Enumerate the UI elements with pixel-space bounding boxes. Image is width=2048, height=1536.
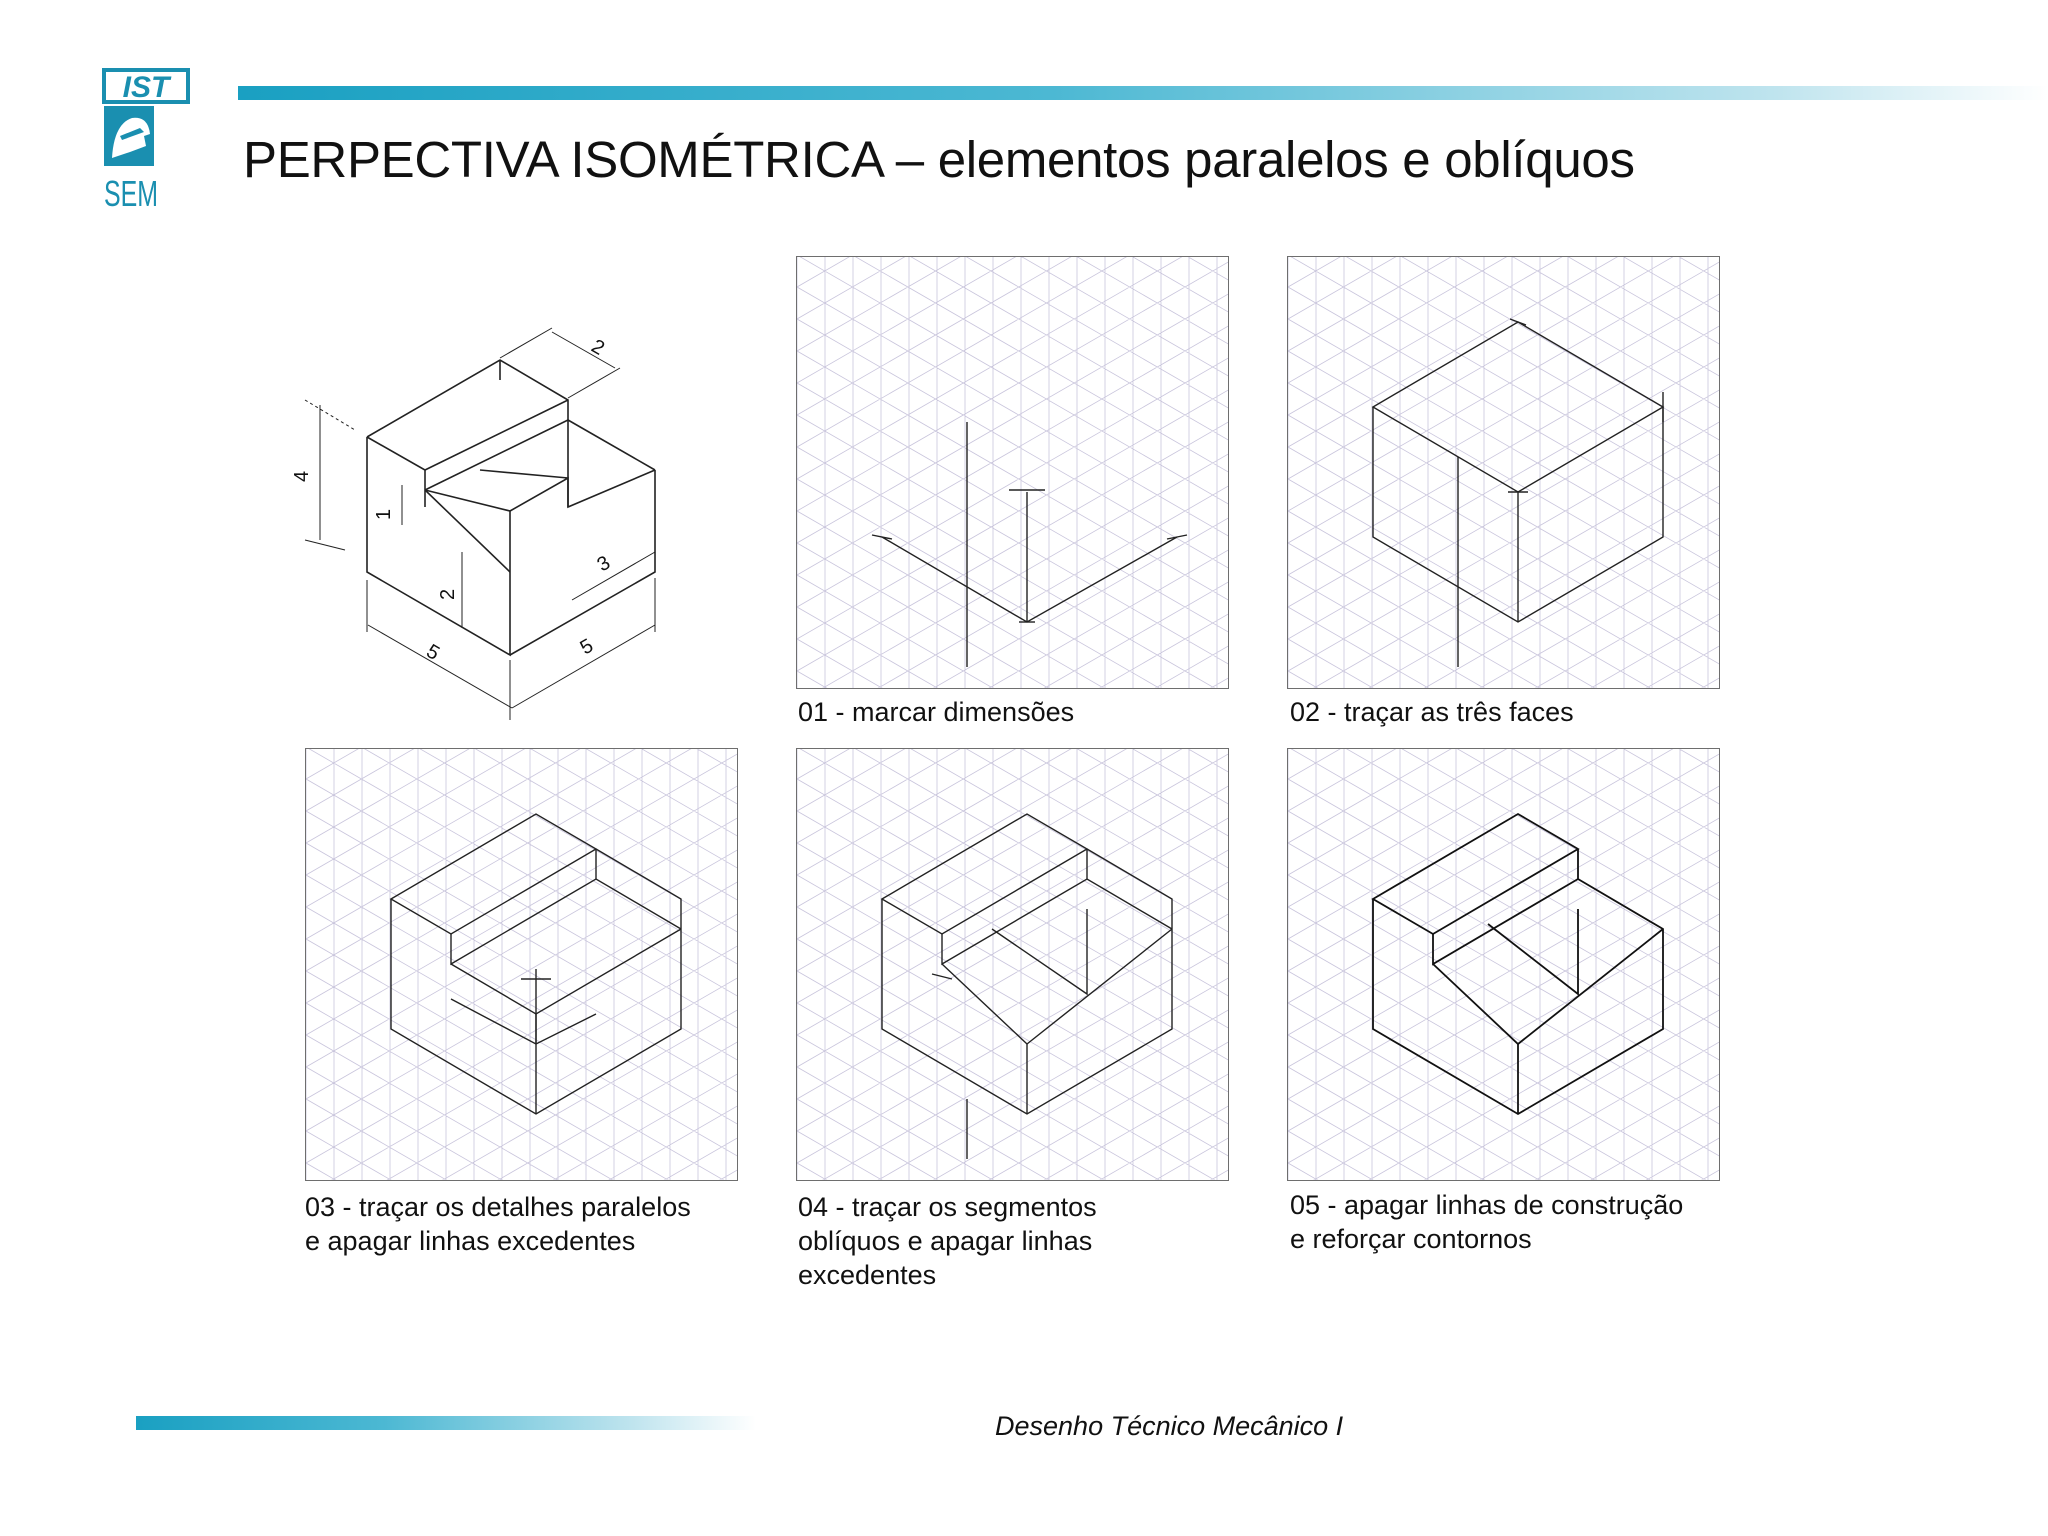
- footer-gradient-bar: [136, 1416, 756, 1430]
- ist-sem-logo: [100, 66, 192, 218]
- isometric-grid: [1288, 749, 1720, 1181]
- step-caption-4: 04 - traçar os segmentos oblíquos e apagar linhas excedentes: [798, 1192, 1097, 1290]
- isometric-grid: [797, 749, 1229, 1181]
- step-4-lines: [882, 814, 1172, 1159]
- step-panel-2: [1287, 256, 1720, 689]
- dim-label: 2: [587, 335, 609, 360]
- step-panel-3: [305, 748, 738, 1181]
- step-3-lines: [391, 814, 681, 1114]
- isometric-grid: [306, 749, 738, 1181]
- header-gradient-bar: [238, 86, 2048, 100]
- step-2-lines: [1373, 319, 1663, 667]
- dim-label: 2: [437, 588, 459, 600]
- step-caption-5: 05 - apagar linhas de construção e reforçar contornos: [1290, 1190, 1684, 1254]
- dimensioned-example-drawing: [290, 310, 680, 730]
- dim-label: 5: [576, 634, 598, 660]
- step-caption-2: 02 - traçar as três faces: [1290, 697, 1574, 727]
- dim-label: 3: [593, 551, 615, 577]
- step-panel-1: [796, 256, 1229, 689]
- step-1-lines: [872, 422, 1187, 667]
- step-caption-3: 03 - traçar os detalhes paralelos e apagar linhas excedentes: [305, 1192, 691, 1256]
- logo-bottom-text: SEM: [104, 173, 158, 214]
- isometric-grid: [797, 257, 1229, 689]
- step-panel-4: [796, 748, 1229, 1181]
- step-5-lines: [1373, 814, 1663, 1114]
- footer-text: Desenho Técnico Mecânico I: [995, 1411, 1344, 1441]
- dim-label: 1: [373, 508, 395, 520]
- example-dimension-lines: [305, 328, 655, 720]
- logo-top-text: IST: [122, 71, 170, 104]
- isometric-grid: [1288, 257, 1720, 689]
- example-part-outline: [367, 360, 655, 655]
- page-title: PERPECTIVA ISOMÉTRICA – elementos paralelos e oblíquos: [243, 131, 1635, 188]
- dim-label: 4: [291, 470, 313, 482]
- dim-label: 5: [422, 640, 444, 665]
- step-caption-1: 01 - marcar dimensões: [798, 697, 1075, 727]
- step-panel-5: [1287, 748, 1720, 1181]
